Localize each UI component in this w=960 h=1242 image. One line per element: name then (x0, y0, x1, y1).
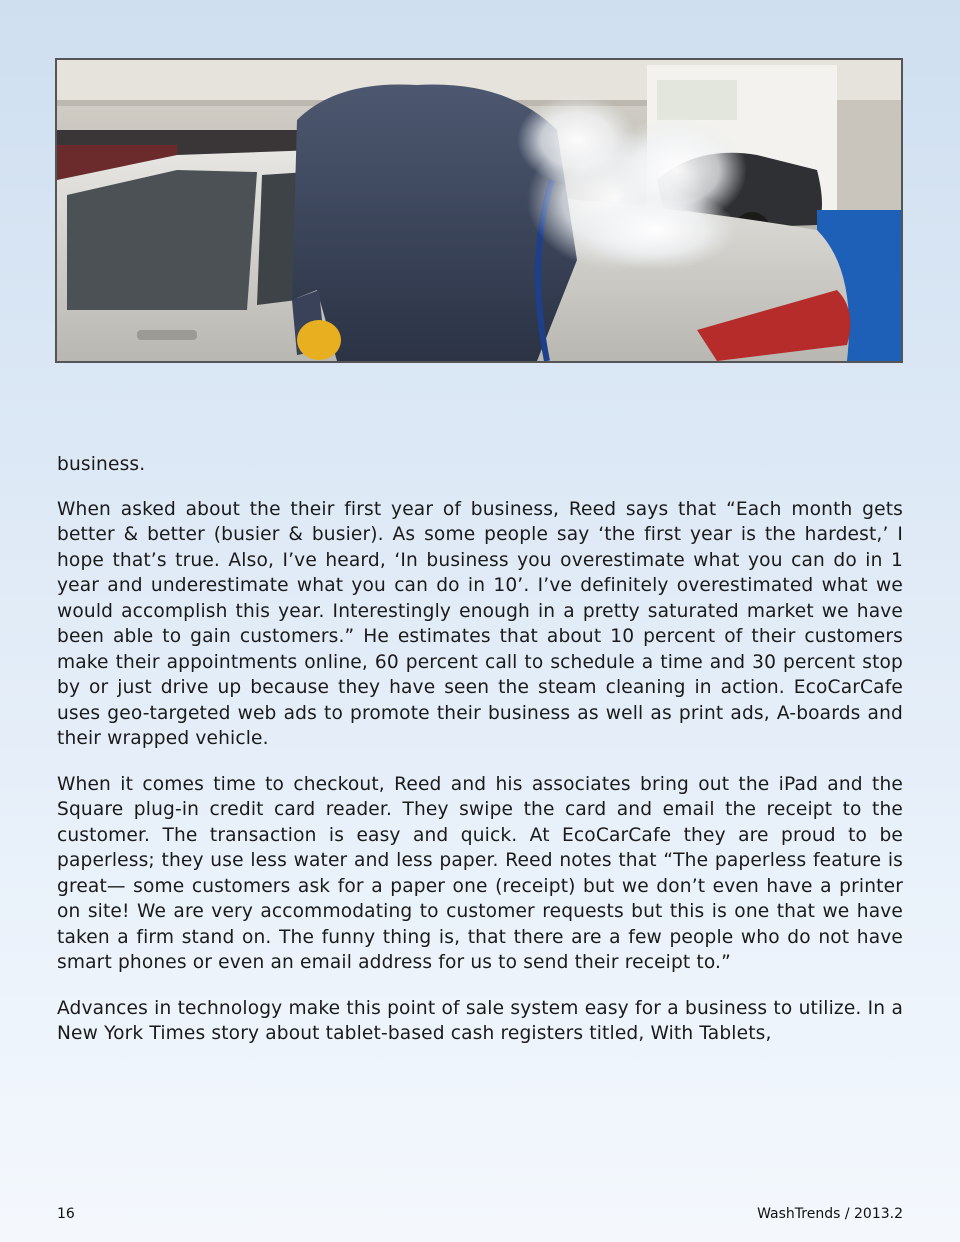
article-paragraph: When it comes time to checkout, Reed and his associates bring out the iPad and the Square plug-in credit card reader. They swipe the card and email the receipt to the customer. The transaction is easy and quick. At EcoCarCafe they are proud to be paperless; they use less water and less paper. Reed notes that “The paperless feature is great— some customers ask for a paper one (receipt) but we don’t even have a printer on site! We are very accommodating to customer requests but this is one that we have taken a firm stand on. The funny thing is, that there are a few people who do not have smart phones or even an email address for us to send their receipt to.” (57, 773, 903, 973)
article-paragraph: When asked about the their first year of business, Reed says that “Each month gets better & better (busier & busier). As some people say ‘the first year is the hardest,’ I hope that’s true. Also, I’ve heard, ‘In business you overestimate what you can do in 1 year and underestimate what you can do in 10’. I’ve definitely overestimated what we would accomplish this year. Interestingly enough in a pretty saturated market we have been able to gain customers.” He estimates that about 10 percent of their customers make their appointments online, 60 percent call to schedule a time and 30 percent stop by or just drive up because they have seen the steam cleaning in action. EcoCarCafe uses geo-targeted web ads to promote their business as well as print ads, A-boards and their wrapped vehicle. (57, 498, 903, 749)
article-body (57, 452, 903, 1067)
article-paragraph: Advances in technology make this point of sale system easy for a business to utilize. In a New York Times story about tablet-based cash registers titled, With Tablets, (57, 997, 903, 1044)
article-photo (55, 58, 903, 363)
page-number: 16 (57, 1206, 75, 1222)
article-paragraph: business. (57, 454, 146, 475)
publication-name: WashTrends / 2013.2 (757, 1206, 903, 1222)
